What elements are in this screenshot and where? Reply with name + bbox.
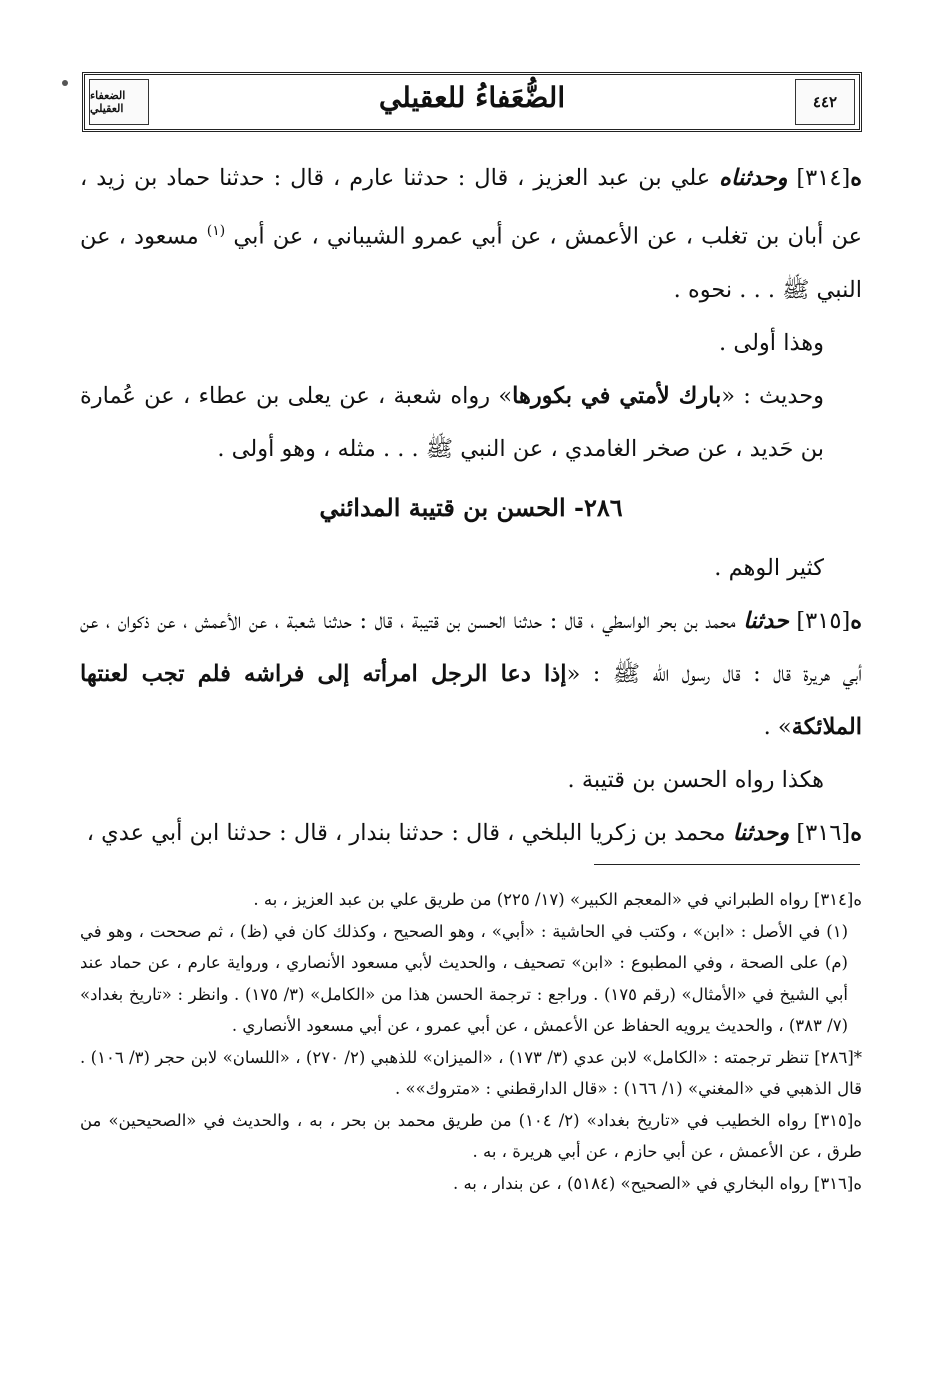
entry-lead: وحدثنا — [732, 819, 790, 846]
footnote-316: ە[٣١٦] رواه البخاري في «الصحيح» (٥١٨٤) ، عن بندار ، به . — [452, 1173, 862, 1193]
footnote-separator — [594, 864, 860, 865]
entry-number: [٣١٥] — [796, 607, 851, 634]
running-header — [82, 72, 862, 132]
footnote-286: *[٢٨٦] تنظر ترجمته : «الكامل» لابن عدي (٣/ ١٧٣) ، «الميزان» للذهبي (٢/ ٢٧٠) ، «اللسان» لابن حجر (٣/ ١٠٦) . قال الذهبي في «المغني» (١/ ١٦٦) : «قال الدارقطني : «متروك»» . — [80, 1047, 863, 1098]
hadith-paragraph — [80, 370, 862, 476]
page-number-ornament — [795, 79, 855, 125]
main-text — [80, 152, 862, 860]
entry-marker: ە — [850, 819, 862, 846]
book-title: الضُّعَفاءُ للعقيلي — [378, 81, 566, 114]
comment-awla: وهذا أولى . — [719, 329, 824, 356]
hadith-post: » رواه شعبة ، عن يعلى بن عطاء ، عن عُمارة بن حَديد ، عن صخر الغامدي ، عن النبي ﷺ . . . مثله ، وهو أولى . — [80, 382, 824, 462]
entry-text: محمد بن بحر الواسطي ، قال : حدثنا الحسن بن قتيبة ، قال : حدثنا شعبة ، عن الأعمش ، عن ذكوان ، عن أبي هريرة قال : قال رسول الله ﷺ : « — [80, 607, 862, 687]
entry-marker: ە — [850, 607, 863, 634]
entry-lead: وحدثناه — [719, 165, 788, 191]
entry-text: علي بن عبد العزيز ، قال : حدثنا عارم ، قال : حدثنا حماد بن زيد ، عن أبان بن تغلب ، عن الأعمش ، عن أبي عمرو الشيباني ، عن أبي — [80, 165, 863, 250]
entry-text-continued: مسعود ، عن النبي ﷺ . . . نحوه . — [80, 223, 862, 303]
footnote-ref: (١) — [206, 223, 226, 239]
footnote-1: (١) في الأصل : «ابن» ، وكتب في الحاشية : «أبي» ، وهو الصحيح ، وكذلك كان في (ظ) ، ثم صححت ، وهو في (م) على الصحة ، وفي المطبوع : «ابن» تصحيف ، والحديث لأبي مسعود الأنصاري ، ورواية عارم ، عن حماد عند أبي الشيخ في «الأمثال» (رقم ١٧٥) . وراجع : ترجمة الحسن هذا من «الكامل» (٣/ ١٧٥) . وانظر : «تاريخ بغداد» (٧/ ٣٨٣) ، والحديث يرويه الحفاظ عن الأعمش ، عن أبي عمرو ، عن أبي مسعود الأنصاري . — [80, 921, 849, 1035]
hadith-pre: وحديث : « — [721, 382, 824, 409]
entry-315 — [80, 595, 862, 754]
entry-text: محمد بن زكريا البلخي ، قال : حدثنا بندار ، قال : حدثنا ابن أبي عدي ، — [86, 819, 726, 846]
entry-number: [٣١٦] — [796, 819, 851, 846]
hadith-quote: إذا دعا الرجل امرأته إلى فراشه فلم تجب لعنتها الملائكة — [80, 660, 862, 740]
margin-dot — [62, 80, 68, 86]
section-title: ٢٨٦- الحسن بن قتيبة المدائني — [319, 492, 623, 522]
comment-hakadha: هكذا رواه الحسن بن قتيبة . — [567, 766, 824, 793]
entry-number: [٣١٤] — [796, 165, 851, 191]
entry-314 — [80, 152, 862, 317]
entry-text-end: » . — [763, 713, 792, 740]
narrator-note: كثير الوهم . — [714, 554, 824, 581]
entry-lead: حدثنا — [743, 607, 789, 634]
entry-marker: ە — [850, 165, 863, 191]
book-ornament-logo — [89, 79, 149, 125]
page-number: ٤٤٢ — [812, 93, 838, 111]
entry-316 — [80, 807, 862, 860]
footnote-315: ە[٣١٥] رواه الخطيب في «تاريخ بغداد» (٢/ ١٠٤) من طريق محمد بن بحر ، به ، والحديث في «الصحيحين» من طرق ، عن الأعمش ، عن أبي حازم ، عن أبي هريرة ، به . — [80, 1110, 862, 1161]
ornament-text: الضعفاء العقيلي — [90, 89, 126, 115]
footnote-314: ە[٣١٤] رواه الطبراني في «المعجم الكبير» (١٧/ ٢٢٥) من طريق علي بن عبد العزيز ، به . — [253, 890, 862, 909]
footnotes — [80, 884, 862, 1199]
hadith-quote: بارك لأمتي في بكورها — [512, 382, 722, 409]
